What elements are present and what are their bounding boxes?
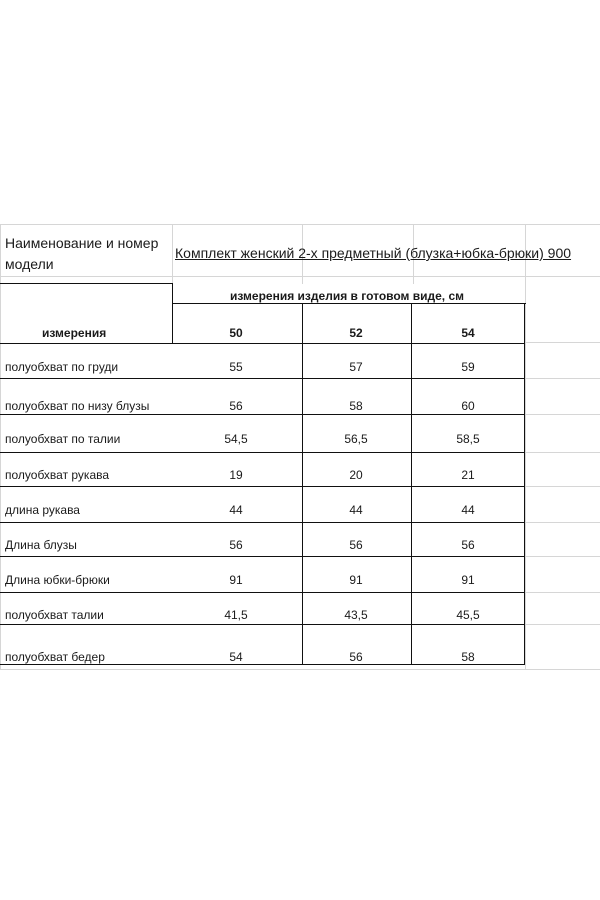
table-border — [0, 486, 525, 487]
row-label: Длина блузы — [5, 538, 77, 552]
group-header: измерения изделия в готовом виде, см — [230, 289, 465, 303]
gridline — [525, 224, 526, 670]
gridline — [525, 592, 600, 593]
size-header-50: 50 — [229, 326, 243, 340]
gridline — [172, 224, 173, 284]
model-name: Комплект женский 2-х предметный (блузка+юбка-брюки) 900 — [175, 245, 572, 261]
table-border — [0, 343, 525, 344]
table-border — [0, 522, 525, 523]
row-label: полуобхват рукава — [5, 468, 110, 482]
table-border — [524, 303, 525, 665]
cell-value: 21 — [461, 468, 475, 482]
gridline — [525, 624, 600, 625]
cell-value: 60 — [461, 399, 475, 413]
cell-value: 58 — [349, 399, 363, 413]
gridline — [0, 224, 1, 670]
table-border — [0, 452, 525, 453]
gridline — [0, 276, 600, 277]
row-label: полуобхват талии — [5, 608, 104, 622]
table-border — [0, 414, 525, 415]
cell-value: 59 — [461, 360, 475, 374]
cell-value: 20 — [349, 468, 363, 482]
cell-value: 19 — [229, 468, 243, 482]
gridline — [525, 342, 600, 343]
table-border — [0, 624, 525, 625]
row-label: полуобхват по груди — [5, 360, 119, 374]
table-border — [0, 378, 525, 379]
table-border — [172, 303, 526, 304]
cell-value: 43,5 — [344, 608, 368, 622]
cell-value: 55 — [229, 360, 243, 374]
cell-value: 56 — [349, 650, 363, 664]
gridline — [0, 669, 600, 670]
size-header-52: 52 — [349, 326, 363, 340]
cell-value: 56 — [461, 538, 475, 552]
cell-value: 54,5 — [224, 432, 248, 446]
cell-value: 56 — [349, 538, 363, 552]
model-label-line2: модели — [5, 256, 54, 272]
model-label-line1: Наименование и номер — [5, 235, 159, 251]
cell-value: 56 — [229, 538, 243, 552]
cell-value: 58,5 — [456, 432, 480, 446]
table-border — [0, 283, 172, 284]
gridline — [525, 452, 600, 453]
cell-value: 91 — [461, 573, 475, 587]
cell-value: 44 — [229, 503, 243, 517]
row-label: полуобхват бедер — [5, 650, 105, 664]
cell-value: 56,5 — [344, 432, 368, 446]
cell-value: 57 — [349, 360, 363, 374]
row-label: полуобхват по талии — [5, 432, 121, 446]
size-chart-sheet — [0, 224, 600, 670]
cell-value: 44 — [461, 503, 475, 517]
cell-value: 91 — [229, 573, 243, 587]
row-label: Длина юбки-брюки — [5, 573, 110, 587]
table-border — [0, 664, 525, 665]
table-border — [0, 556, 525, 557]
row-header: измерения — [42, 326, 107, 340]
table-border — [172, 283, 173, 344]
row-label: длина рукава — [5, 503, 80, 517]
cell-value: 58 — [461, 650, 475, 664]
cell-value: 56 — [229, 399, 243, 413]
table-border — [411, 303, 412, 665]
table-border — [0, 592, 525, 593]
gridline — [525, 414, 600, 415]
gridline — [525, 522, 600, 523]
gridline — [525, 486, 600, 487]
cell-value: 54 — [229, 650, 243, 664]
size-header-54: 54 — [461, 326, 475, 340]
cell-value: 41,5 — [224, 608, 248, 622]
cell-value: 91 — [349, 573, 363, 587]
cell-value: 44 — [349, 503, 363, 517]
cell-value: 45,5 — [456, 608, 480, 622]
gridline — [0, 224, 600, 225]
table-border — [302, 303, 303, 665]
row-label: полуобхват по низу блузы — [5, 399, 150, 413]
gridline — [525, 556, 600, 557]
gridline — [525, 378, 600, 379]
